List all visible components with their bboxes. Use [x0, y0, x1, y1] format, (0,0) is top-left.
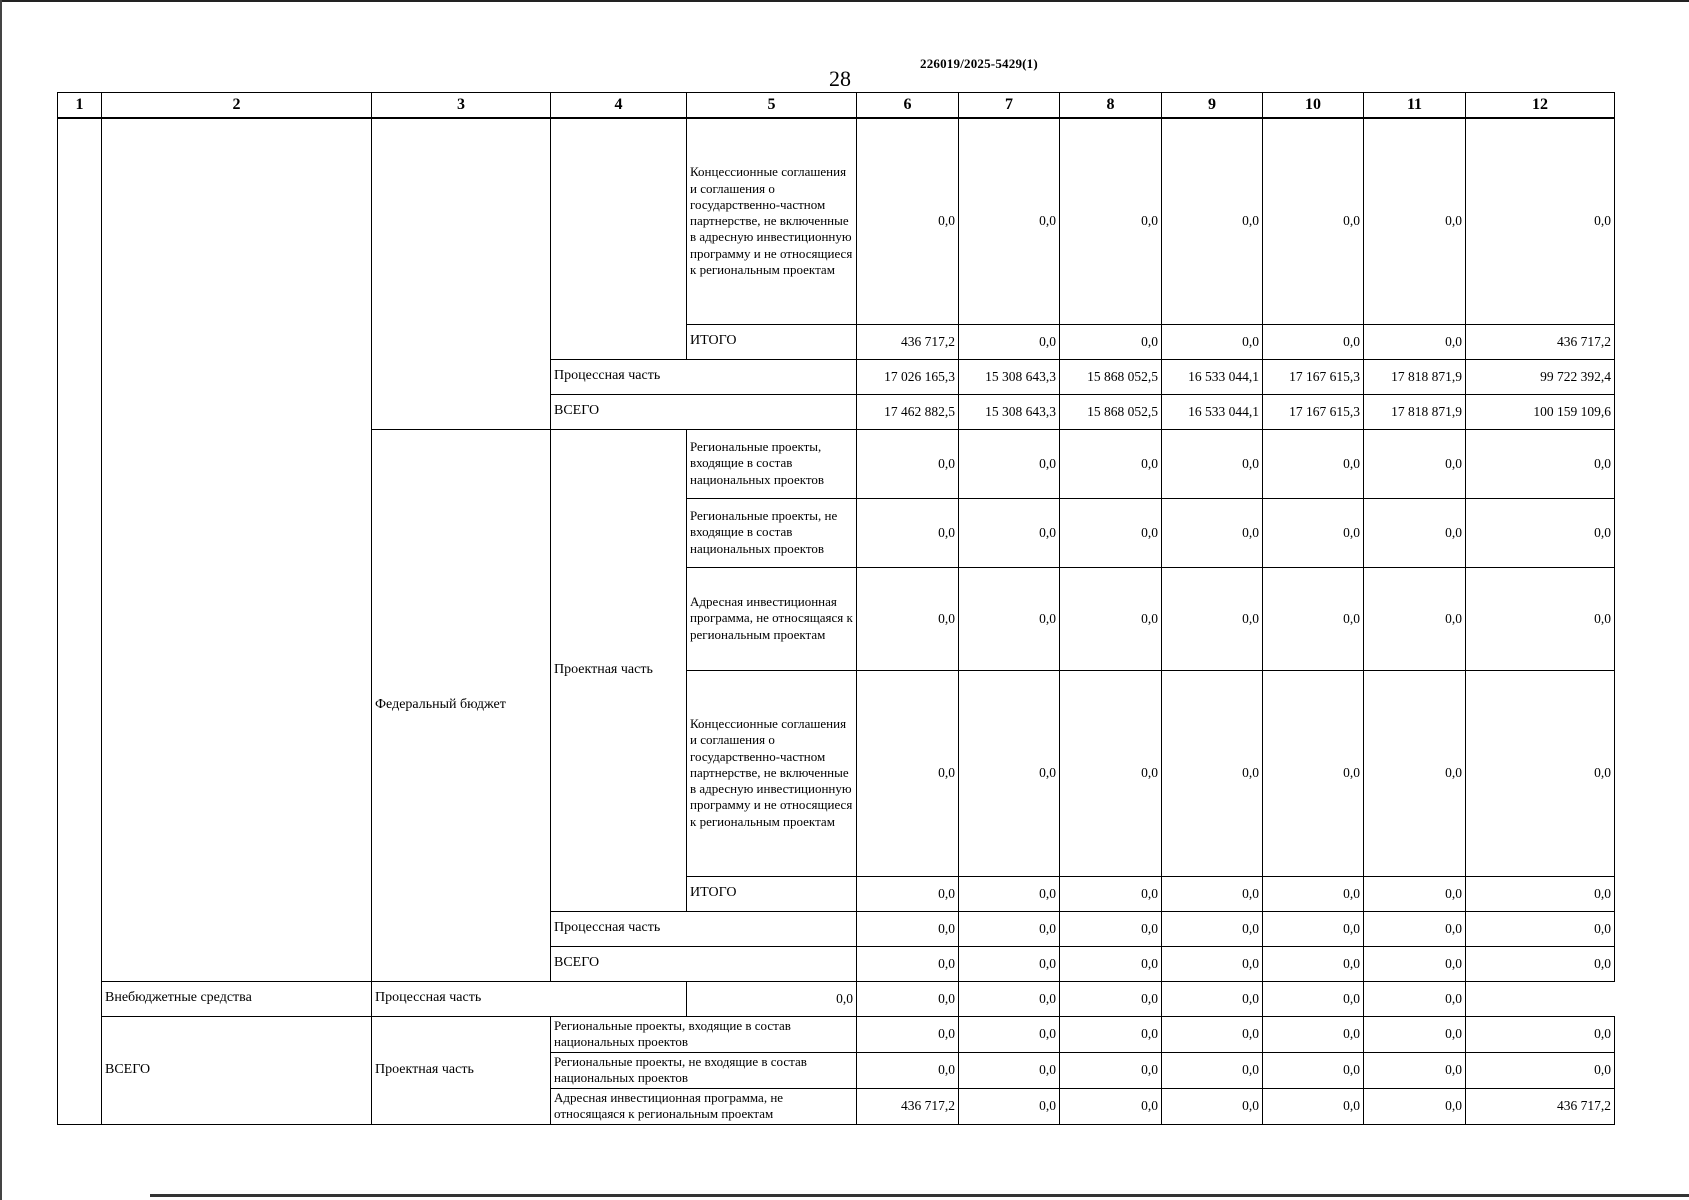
value-cell: 0,0 [1060, 981, 1162, 1016]
column-header: 5 [687, 93, 857, 119]
value-cell: 0,0 [1162, 1088, 1263, 1124]
value-cell: 436 717,2 [1466, 324, 1615, 359]
value-cell: 0,0 [959, 1016, 1060, 1052]
value-cell: 0,0 [857, 567, 959, 670]
value-cell: 0,0 [1060, 946, 1162, 981]
page-number: 28 [829, 66, 851, 91]
value-cell: 0,0 [1466, 1016, 1615, 1052]
value-cell: 0,0 [857, 911, 959, 946]
value-cell: 0,0 [1162, 429, 1263, 498]
label-project-part: Проектная часть [372, 1016, 551, 1124]
label-process-part: Процессная часть [372, 981, 687, 1016]
value-cell: 0,0 [1466, 118, 1615, 324]
value-cell: 436 717,2 [857, 324, 959, 359]
scan-top-border [0, 0, 1689, 2]
value-cell: 0,0 [1364, 946, 1466, 981]
value-cell: 0,0 [1060, 1052, 1162, 1088]
value-cell: 0,0 [959, 118, 1060, 324]
value-cell: 0,0 [959, 946, 1060, 981]
value-cell: 0,0 [959, 567, 1060, 670]
category-aip: Адресная инвестиционная программа, не относящаяся к региональным проектам [687, 567, 857, 670]
value-cell: 0,0 [1263, 498, 1364, 567]
value-cell: 17 167 615,3 [1263, 394, 1364, 429]
value-cell: 0,0 [959, 911, 1060, 946]
value-cell: 0,0 [1162, 324, 1263, 359]
value-cell: 0,0 [1263, 118, 1364, 324]
value-cell: 0,0 [857, 876, 959, 911]
table-row [58, 118, 1615, 324]
value-cell: 0,0 [1060, 567, 1162, 670]
value-cell: 0,0 [1162, 670, 1263, 876]
column-1-cell [58, 118, 102, 1124]
value-cell: 0,0 [1060, 911, 1162, 946]
value-cell: 0,0 [1060, 1088, 1162, 1124]
value-cell: 0,0 [1263, 1052, 1364, 1088]
column-header: 11 [1364, 93, 1466, 119]
value-cell: 0,0 [1162, 567, 1263, 670]
value-cell: 0,0 [1060, 876, 1162, 911]
document-registration-number: 226019/2025-5429(1) [920, 56, 1038, 71]
value-cell: 0,0 [1263, 946, 1364, 981]
value-cell: 0,0 [687, 981, 857, 1016]
value-cell: 17 818 871,9 [1364, 394, 1466, 429]
value-cell: 0,0 [1263, 1088, 1364, 1124]
value-cell: 0,0 [857, 498, 959, 567]
value-cell: 0,0 [1263, 911, 1364, 946]
value-cell: 0,0 [1466, 1052, 1615, 1088]
value-cell: 0,0 [959, 324, 1060, 359]
value-cell: 17 462 882,5 [857, 394, 959, 429]
label-total: ВСЕГО [551, 946, 857, 981]
value-cell: 0,0 [959, 1088, 1060, 1124]
value-cell: 0,0 [1466, 670, 1615, 876]
value-cell: 0,0 [1364, 911, 1466, 946]
label-total: ВСЕГО [551, 394, 857, 429]
value-cell: 0,0 [857, 946, 959, 981]
value-cell: 0,0 [1364, 324, 1466, 359]
value-cell: 0,0 [1060, 324, 1162, 359]
column-3-cell [372, 118, 551, 429]
value-cell: 0,0 [1364, 118, 1466, 324]
column-header: 7 [959, 93, 1060, 119]
value-cell: 99 722 392,4 [1466, 359, 1615, 394]
value-cell: 0,0 [1060, 118, 1162, 324]
value-cell: 0,0 [1162, 1016, 1263, 1052]
value-cell: 0,0 [1263, 981, 1364, 1016]
value-cell: 0,0 [1263, 324, 1364, 359]
value-cell: 0,0 [1060, 1016, 1162, 1052]
value-cell: 0,0 [1364, 876, 1466, 911]
value-cell: 0,0 [1162, 981, 1263, 1016]
value-cell: 0,0 [1263, 429, 1364, 498]
value-cell: 16 533 044,1 [1162, 359, 1263, 394]
budget-table [57, 92, 1615, 1125]
column-header: 2 [102, 93, 372, 119]
value-cell: 436 717,2 [1466, 1088, 1615, 1124]
column-header: 1 [58, 93, 102, 119]
value-cell: 0,0 [959, 981, 1060, 1016]
value-cell: 0,0 [1162, 911, 1263, 946]
value-cell: 0,0 [857, 981, 959, 1016]
value-cell: 0,0 [1162, 118, 1263, 324]
label-process-part: Процессная часть [551, 911, 857, 946]
value-cell: 0,0 [1060, 498, 1162, 567]
column-header: 10 [1263, 93, 1364, 119]
value-cell: 0,0 [1263, 1016, 1364, 1052]
value-cell: 0,0 [857, 1016, 959, 1052]
column-header: 9 [1162, 93, 1263, 119]
table-row [58, 981, 1615, 1016]
value-cell: 0,0 [857, 429, 959, 498]
value-cell: 0,0 [959, 498, 1060, 567]
value-cell: 15 868 052,5 [1060, 394, 1162, 429]
value-cell: 0,0 [1263, 567, 1364, 670]
value-cell: 0,0 [1263, 876, 1364, 911]
label-federal-budget: Федеральный бюджет [372, 429, 551, 981]
value-cell: 0,0 [1466, 429, 1615, 498]
category-concession: Концессионные соглашения и соглашения о государственно-частном партнерстве, не включенные в адресную инвестиционную программу и не относящиеся к региональным проектам [687, 118, 857, 324]
value-cell: 15 308 643,3 [959, 359, 1060, 394]
value-cell: 17 026 165,3 [857, 359, 959, 394]
scan-bottom-border [150, 1194, 1689, 1197]
category-aip: Адресная инвестиционная программа, не относящаяся к региональным проектам [551, 1088, 857, 1124]
value-cell: 436 717,2 [857, 1088, 959, 1124]
label-extrabudget: Внебюджетные средства [102, 981, 372, 1016]
value-cell: 0,0 [1364, 429, 1466, 498]
value-cell: 0,0 [959, 670, 1060, 876]
value-cell: 0,0 [1060, 670, 1162, 876]
value-cell: 15 868 052,5 [1060, 359, 1162, 394]
value-cell: 0,0 [1162, 498, 1263, 567]
value-cell: 0,0 [857, 670, 959, 876]
label-process-part: Процессная часть [551, 359, 857, 394]
value-cell: 0,0 [1364, 670, 1466, 876]
value-cell: 17 818 871,9 [1364, 359, 1466, 394]
column-header: 8 [1060, 93, 1162, 119]
category-concession: Концессионные соглашения и соглашения о государственно-частном партнерстве, не включенные в адресную инвестиционную программу и не относящиеся к региональным проектам [687, 670, 857, 876]
value-cell: 0,0 [1466, 911, 1615, 946]
value-cell: 15 308 643,3 [959, 394, 1060, 429]
label-itogo: ИТОГО [687, 876, 857, 911]
value-cell: 0,0 [1162, 876, 1263, 911]
value-cell: 0,0 [959, 1052, 1060, 1088]
value-cell: 17 167 615,3 [1263, 359, 1364, 394]
value-cell: 0,0 [959, 876, 1060, 911]
category-reg-in-nat: Региональные проекты, входящие в состав национальных проектов [551, 1016, 857, 1052]
value-cell: 0,0 [857, 1052, 959, 1088]
value-cell: 100 159 109,6 [1466, 394, 1615, 429]
value-cell: 0,0 [857, 118, 959, 324]
column-number-header-row [58, 93, 1615, 119]
category-reg-in-nat: Региональные проекты, входящие в состав национальных проектов [687, 429, 857, 498]
label-project-part: Проектная часть [551, 429, 687, 911]
value-cell: 0,0 [1162, 1052, 1263, 1088]
column-header: 3 [372, 93, 551, 119]
value-cell: 0,0 [959, 429, 1060, 498]
category-reg-not-nat: Региональные проекты, не входящие в состав национальных проектов [551, 1052, 857, 1088]
value-cell: 0,0 [1060, 429, 1162, 498]
value-cell: 0,0 [1364, 1052, 1466, 1088]
table-row [58, 1016, 1615, 1052]
column-4-cell [551, 118, 687, 359]
column-header: 12 [1466, 93, 1615, 119]
value-cell: 0,0 [1364, 981, 1466, 1016]
category-reg-not-nat: Региональные проекты, не входящие в состав национальных проектов [687, 498, 857, 567]
value-cell: 16 533 044,1 [1162, 394, 1263, 429]
scan-left-border [0, 0, 2, 1200]
value-cell: 0,0 [1466, 946, 1615, 981]
column-2-cell [102, 118, 372, 981]
value-cell: 0,0 [1466, 876, 1615, 911]
label-itogo: ИТОГО [687, 324, 857, 359]
value-cell: 0,0 [1364, 567, 1466, 670]
value-cell: 0,0 [1162, 946, 1263, 981]
value-cell: 0,0 [1263, 670, 1364, 876]
label-grand-total: ВСЕГО [102, 1016, 372, 1124]
column-header: 6 [857, 93, 959, 119]
value-cell: 0,0 [1364, 1088, 1466, 1124]
value-cell: 0,0 [1466, 498, 1615, 567]
value-cell: 0,0 [1364, 498, 1466, 567]
column-header: 4 [551, 93, 687, 119]
value-cell: 0,0 [1364, 1016, 1466, 1052]
value-cell: 0,0 [1466, 567, 1615, 670]
